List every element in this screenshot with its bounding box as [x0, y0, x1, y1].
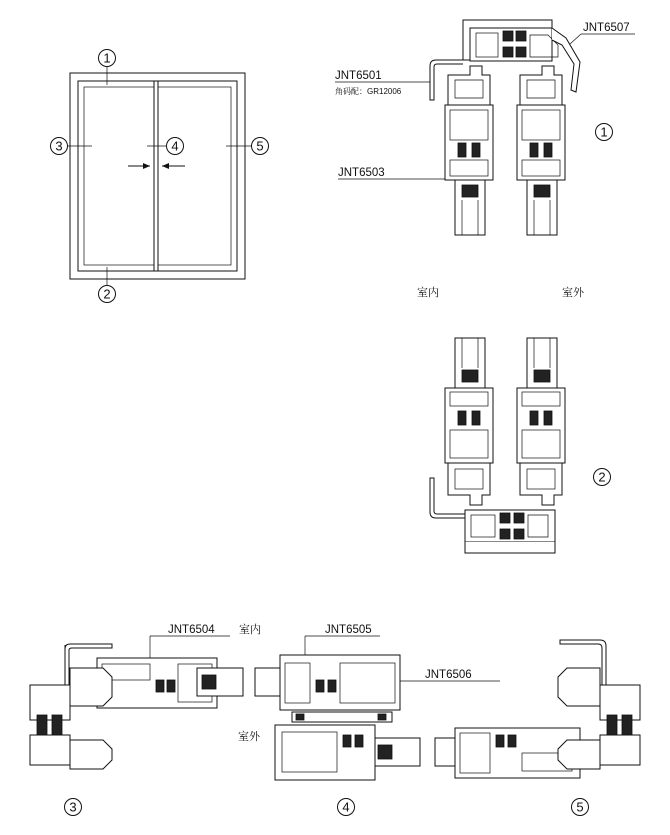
callout-1: 1: [103, 50, 111, 66]
jamb-left-break-2: [167, 680, 175, 692]
glass-left-spacer: [462, 185, 478, 197]
sill-sash-left-break-1: [458, 411, 466, 425]
head-thermal-strip-4: [516, 47, 526, 57]
head-thermal-strip-2: [503, 47, 513, 57]
sill-sash-left: [445, 388, 493, 463]
label-jnt6506: JNT6506: [425, 669, 472, 681]
left-sash: [84, 87, 154, 265]
callout-4: 4: [171, 138, 179, 154]
jamb-left-frame-lower: [30, 735, 70, 765]
right-sash: [158, 87, 231, 265]
sill-glass-left-spacer: [462, 370, 478, 382]
label-jnt6504: JNT6504: [168, 624, 215, 636]
meeting-brush-2: [378, 714, 386, 720]
callout-5: 5: [256, 138, 264, 154]
callout-3: 3: [55, 138, 63, 154]
head-thermal-strip-1: [503, 31, 513, 41]
sash-left-break-2: [472, 143, 480, 157]
window-elevation: [67, 66, 251, 285]
sill-thermal-strip-2: [500, 529, 510, 539]
jamb-left-frame: [30, 685, 70, 720]
jamb-right-frame-break-1: [607, 715, 617, 735]
section-5-jamb: [435, 640, 640, 778]
jamb-right-break-1: [496, 735, 504, 747]
sill-sash-left-break-2: [472, 411, 480, 425]
label-jnt6507: JNT6507: [583, 22, 630, 34]
head-thermal-strip-3: [516, 31, 526, 41]
arrow-left-head: [143, 163, 150, 169]
meeting-glass-outer-spacer: [378, 745, 392, 759]
sill-thermal-strip-3: [514, 513, 524, 523]
meeting-interlock: [292, 712, 392, 722]
section-2-callout: 2: [598, 469, 606, 485]
sill-sash-right-break-1: [530, 411, 538, 425]
sash-left-break-1: [458, 143, 466, 157]
jamb-right-hex-chamber-a: [558, 668, 600, 706]
jamb-right-hex-chamber-b: [558, 740, 600, 769]
sill-sash-right: [517, 388, 565, 463]
label-outdoor-section-1: 室外: [562, 286, 584, 299]
arrow-right-head: [162, 163, 169, 169]
section-4-callout: 4: [342, 799, 350, 815]
meeting-outer-break-2: [355, 735, 363, 747]
sill-frame-base: [465, 542, 555, 553]
sash-right-stile: [517, 105, 565, 180]
meeting-outer-break-1: [343, 735, 351, 747]
label-outdoor-bottom: 室外: [238, 730, 260, 743]
jamb-left-hex-chamber-b: [70, 740, 112, 769]
meeting-inner-break-2: [328, 680, 336, 692]
jamb-right-frame-lower: [600, 735, 640, 765]
meeting-inner-break-1: [316, 680, 324, 692]
section-2-sill: [430, 338, 565, 553]
section-5-callout: 5: [576, 799, 584, 815]
jamb-right-frame: [600, 685, 640, 720]
sill-thermal-strip-1: [500, 513, 510, 523]
label-jnt6505: JNT6505: [325, 624, 372, 636]
glass-right-spacer: [534, 185, 550, 197]
sash-left-top: [448, 66, 490, 105]
sill-glass-right-spacer: [534, 370, 550, 382]
jamb-left-break-1: [156, 680, 164, 692]
sill-thermal-strip-4: [514, 529, 524, 539]
sash-right-top: [520, 66, 562, 105]
sash-right-break-2: [544, 143, 552, 157]
label-indoor-bottom: 室内: [239, 623, 261, 636]
sash-left-stile: [445, 105, 493, 180]
jamb-left-frame-break-1: [37, 715, 47, 735]
section-3-callout: 3: [69, 799, 77, 815]
section-3-jamb: [30, 624, 243, 769]
label-jnt6503: JNT6503: [338, 167, 385, 179]
jamb-left-frame-break-2: [52, 715, 62, 735]
jamb-left-hex-chamber-a: [70, 668, 112, 706]
label-jnt6501: JNT6501: [335, 70, 382, 82]
callout-2: 2: [103, 286, 111, 302]
section-1-head: [335, 20, 635, 299]
label-jnt6501-note: 角码配：GR12006: [335, 87, 402, 96]
sill-sash-right-break-2: [544, 411, 552, 425]
label-indoor-section-1: 室内: [417, 286, 439, 299]
leader-jnt6507: [570, 34, 581, 44]
jamb-right-frame-break-2: [622, 715, 632, 735]
jamb-right-break-2: [508, 735, 516, 747]
sash-right-break-1: [530, 143, 538, 157]
meeting-brush-1: [296, 714, 304, 720]
section-1-callout: 1: [600, 124, 608, 140]
jamb-left-glass-spacer: [202, 675, 216, 689]
